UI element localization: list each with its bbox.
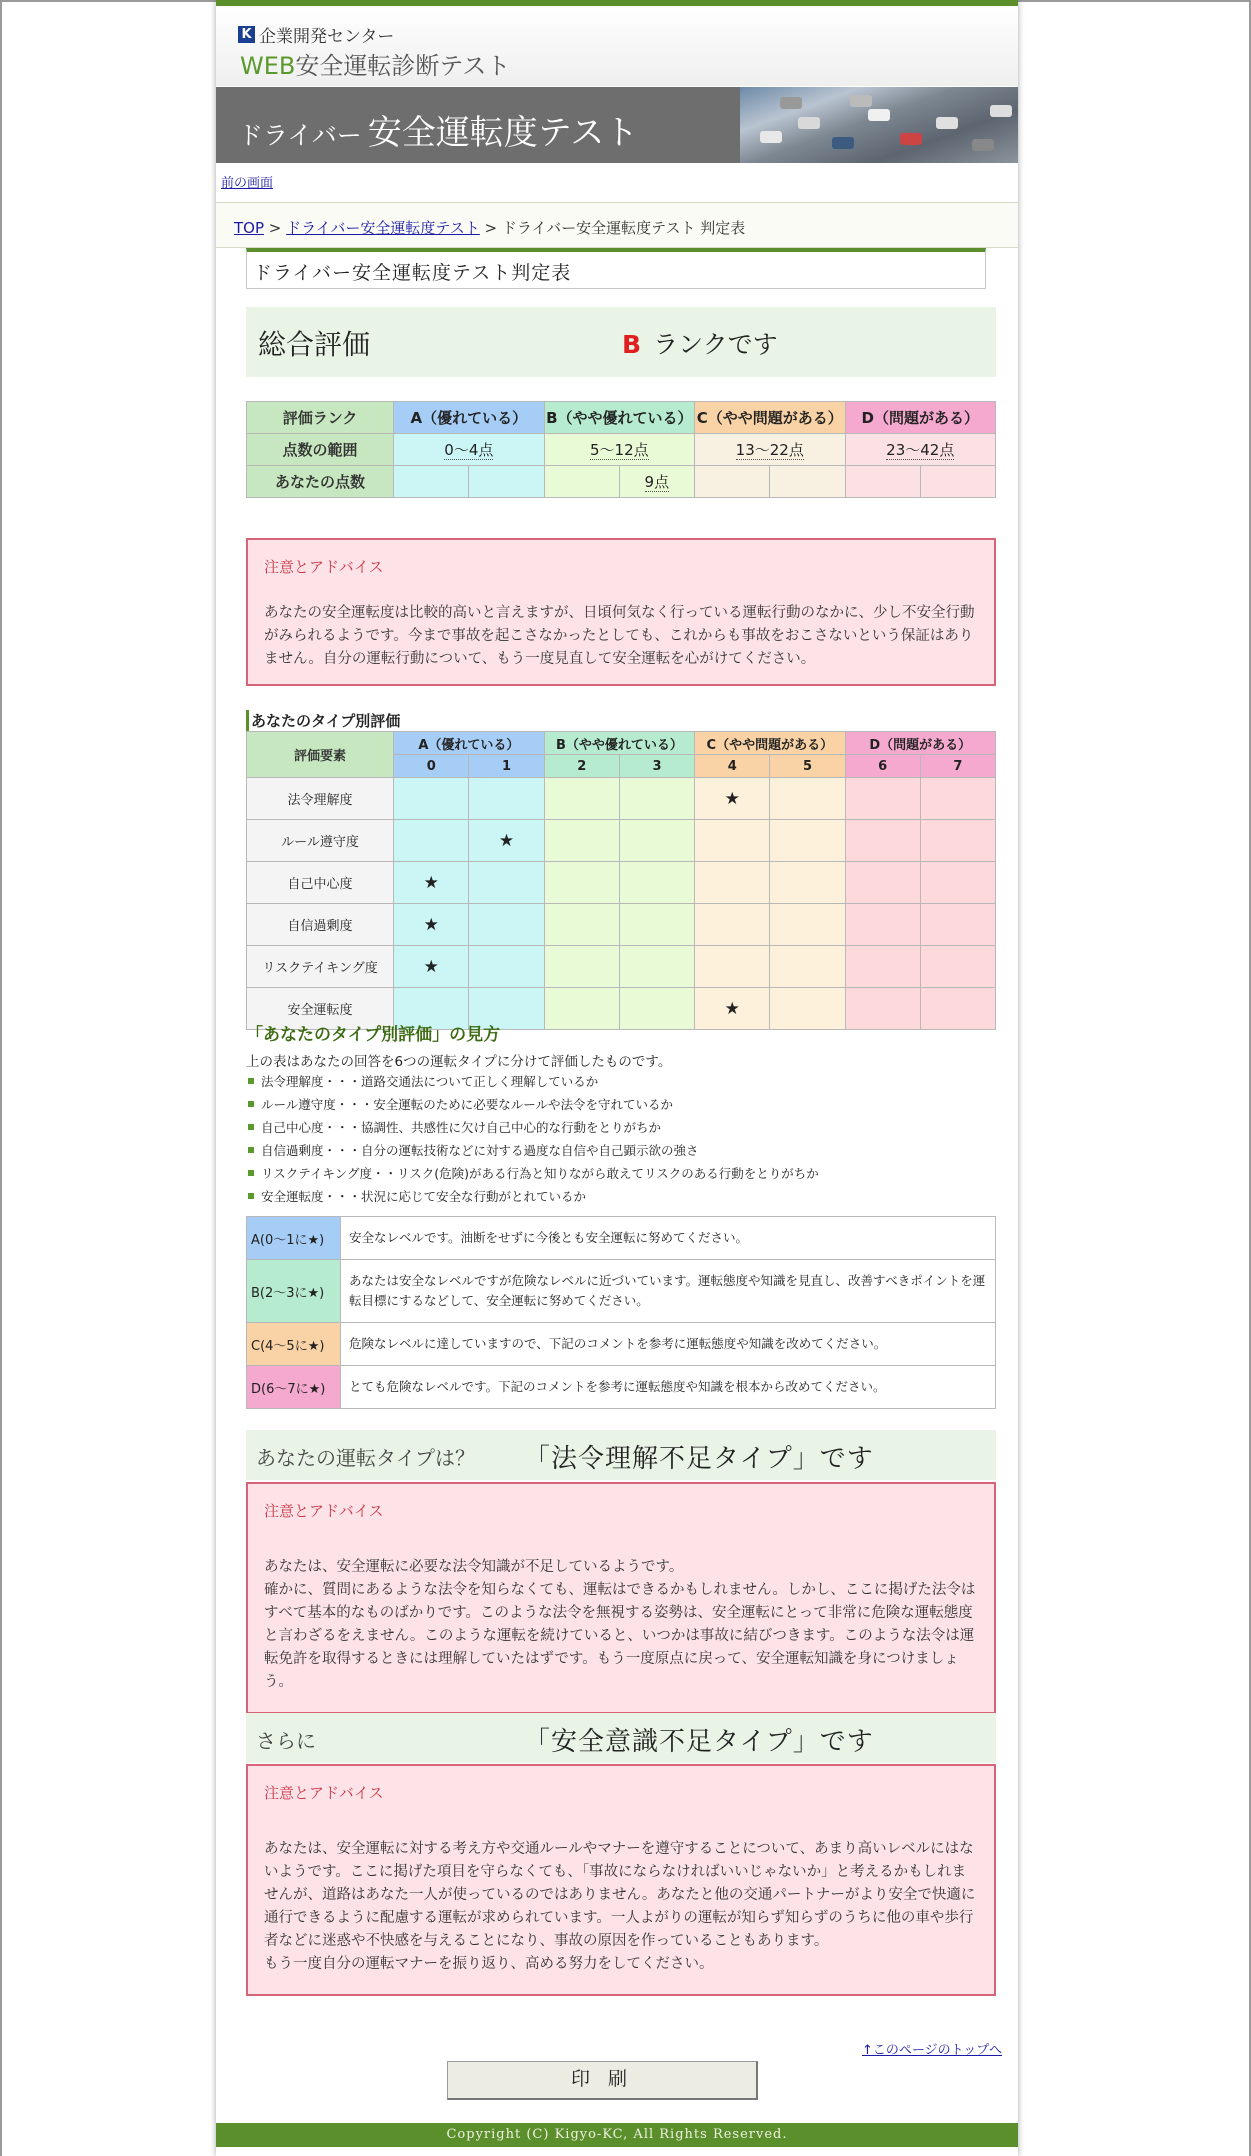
score-cell — [544, 820, 619, 862]
table-row — [247, 820, 996, 862]
rank-header-d: D（問題がある） — [845, 402, 996, 434]
driving-type-value: 「法令理解不足タイプ」です — [524, 1444, 874, 1474]
rank-header-b: B（やや優れている） — [544, 402, 694, 434]
site-prefix: WEB — [240, 52, 296, 80]
group-header-c: C（やや問題がある） — [695, 732, 845, 755]
table-row — [247, 862, 996, 904]
star-icon: ★ — [498, 830, 515, 851]
table-row — [247, 778, 996, 820]
advice-heading: 注意とアドバイス — [264, 558, 384, 576]
table-row — [247, 946, 996, 988]
range-a: 0～4点 — [394, 434, 544, 466]
advice-box-type1 — [246, 1482, 996, 1714]
range-d: 23～42点 — [845, 434, 996, 466]
breadcrumb — [216, 202, 1018, 248]
driving-type-header-2 — [246, 1713, 996, 1763]
breadcrumb-sep: > — [264, 219, 287, 237]
score-cell — [920, 904, 995, 946]
rank-letter: B — [622, 330, 642, 359]
table-row — [247, 1260, 996, 1323]
eval-element-label: ルール遵守度 — [247, 820, 394, 862]
page-container — [216, 0, 1018, 2156]
banner-title — [238, 105, 638, 154]
scale-cell: 0 — [394, 755, 469, 778]
score-cell — [469, 862, 544, 904]
kc-logo-icon: K — [238, 26, 255, 43]
legend-key: A(0～1に★) — [247, 1217, 341, 1260]
score-cell — [920, 862, 995, 904]
advice-text: あなたは、安全運転に必要な法令知識が不足しているようです。 確かに、質問にあるような法令を知らなくても、運転はできるかもしれません。しかし、ここに掲げた法令はすべて基本的なものばかりです。このような法令を無視する姿勢は、安全運転にとって非常に危険な運転態度と言わざるをえません。このような運転を続けていると、いつかは事故に結びつきます。このような法令は運転免許を取得するときには理解していたはずです。もう一度原点に戻って、安全運転知識を身につけましょう。 — [264, 1559, 976, 1690]
advice-text: あなたの安全運転度は比較的高いと言えますが、日頃何気なく行っている運転行動のなかに、少し不安全行動がみられるようです。今まで事故を起こさなかったとしても、これからも事故をおこさないという保証はありません。自分の運転行動について、もう一度見直して安全運転を心がけてください。 — [264, 605, 975, 667]
range-b: 5～12点 — [544, 434, 694, 466]
advice-heading: 注意とアドバイス — [264, 1502, 384, 1520]
star-icon: ★ — [423, 956, 439, 977]
eval-element-label: 安全運転度 — [247, 988, 394, 1030]
score-cell — [469, 778, 544, 820]
score-cell — [695, 904, 770, 946]
howto-bullet-list — [246, 1067, 996, 1205]
bullet-icon — [248, 1193, 254, 1199]
scale-cell: 5 — [770, 755, 845, 778]
score-cell — [695, 862, 770, 904]
driving-type-value: 「安全意識不足タイプ」です — [524, 1727, 874, 1757]
bullet-icon — [248, 1124, 254, 1130]
score-cell — [920, 820, 995, 862]
scale-cell: 4 — [695, 755, 770, 778]
breadcrumb-sep: > — [479, 219, 502, 237]
bullet-text: リスクテイキング度・・リスク(危険)がある行為と知りながら敢えてリスクのある行動をとりがちか — [261, 1166, 819, 1181]
scale-cell: 2 — [544, 755, 619, 778]
table-row — [247, 1366, 996, 1409]
list-item — [246, 1187, 996, 1205]
scale-cell: 6 — [845, 755, 920, 778]
overall-rank — [622, 325, 778, 361]
eval-element-label: 法令理解度 — [247, 778, 394, 820]
star-icon: ★ — [724, 998, 740, 1019]
legend-text: 危険なレベルに達していますので、下記のコメントを参考に運転態度や知識を改めてください。 — [341, 1323, 996, 1366]
legend-key: B(2～3に★) — [247, 1260, 341, 1323]
table-row — [247, 402, 996, 434]
org-name: 企業開発センター — [259, 27, 395, 47]
score-cell — [619, 946, 694, 988]
legend-text: 安全なレベルです。油断をせずに今後とも安全運転に努めてください。 — [341, 1217, 996, 1260]
star-icon: ★ — [423, 872, 439, 893]
row-label: 評価ランク — [247, 402, 394, 434]
score-table — [246, 401, 996, 498]
eval-element-label: 自信過剰度 — [247, 904, 394, 946]
score-cell — [619, 862, 694, 904]
score-cell — [619, 904, 694, 946]
test-banner — [216, 86, 1018, 163]
score-cell — [845, 862, 920, 904]
breadcrumb-trail — [234, 217, 745, 238]
bullet-icon — [248, 1170, 254, 1176]
breadcrumb-current: ドライバー安全運転度テスト 判定表 — [501, 219, 746, 237]
traffic-photo — [740, 87, 1018, 163]
list-item — [246, 1141, 996, 1159]
legend-key: D(6～7に★) — [247, 1366, 341, 1409]
score-cell — [469, 946, 544, 988]
score-cell — [619, 820, 694, 862]
score-cell — [394, 778, 469, 820]
score-cell — [845, 778, 920, 820]
bullet-text: ルール遵守度・・・安全運転のために必要なルールや法令を守れているか — [261, 1097, 674, 1112]
list-item — [246, 1164, 996, 1182]
rank-header-c: C（やや問題がある） — [695, 402, 845, 434]
advice-text: あなたは、安全運転に対する考え方や交通ルールやマナーを遵守することについて、あまり高いレベルにはないようです。ここに掲げた項目を守らなくても、「事故にならなければいいじゃないか」と考えるかもしれませんが、道路はあなた一人が使っているのではありません。あなたと他の交通パートナーがより安全で快適に通行できるように配慮する運転が求められています。一人よがりの運転が知らず知らずのうちに他の車や歩行者などに迷惑や不快感を与えることになり、事故の原因を作っていることもあります。 もう一度自分の運転マナーを振り返り、高める努力をしてください。 — [264, 1841, 976, 1972]
score-cell — [770, 988, 845, 1030]
score-cell — [770, 904, 845, 946]
score-cell — [394, 862, 469, 904]
eval-element-label: 自己中心度 — [247, 862, 394, 904]
bullet-text: 法令理解度・・・道路交通法について正しく理解しているか — [261, 1074, 599, 1089]
list-item — [246, 1095, 996, 1113]
scale-cell: 3 — [619, 755, 694, 778]
table-row — [247, 732, 996, 755]
overall-evaluation — [246, 307, 996, 377]
site-name — [240, 46, 510, 81]
type-eval-title: あなたのタイプ別評価 — [246, 710, 400, 731]
score-cell — [920, 778, 995, 820]
score-cell — [469, 904, 544, 946]
bullet-icon — [248, 1101, 254, 1107]
group-header-d: D（問題がある） — [845, 732, 995, 755]
driving-type-header — [246, 1430, 996, 1480]
score-cell — [770, 778, 845, 820]
score-cell — [544, 778, 619, 820]
bullet-text: 自信過剰度・・・自分の運転技術などに対する過度な自信や自己顕示欲の強さ — [261, 1143, 699, 1158]
legend-text: とても危険なレベルです。下記のコメントを参考に運転態度や知識を根本から改めてください。 — [341, 1366, 996, 1409]
page-title-box — [246, 248, 986, 289]
bullet-text: 安全運転度・・・状況に応じて安全な行動がとれているか — [261, 1189, 587, 1204]
print-button[interactable]: 印 刷 — [447, 2061, 758, 2100]
main-content — [246, 246, 996, 498]
group-header-b: B（やや優れている） — [544, 732, 694, 755]
table-row — [247, 1217, 996, 1260]
row-label: あなたの点数 — [247, 466, 394, 498]
score-cell — [845, 904, 920, 946]
bullet-icon — [248, 1147, 254, 1153]
score-cell — [695, 820, 770, 862]
rank-header-a: A（優れている） — [394, 402, 544, 434]
advice-box-type2 — [246, 1764, 996, 1996]
scale-cell: 1 — [469, 755, 544, 778]
score-cell — [695, 946, 770, 988]
score-cell — [695, 988, 770, 1030]
score-cell — [544, 862, 619, 904]
score-cell — [770, 862, 845, 904]
site-header — [216, 6, 1018, 86]
breadcrumb-top-link[interactable]: TOP — [234, 219, 265, 237]
prev-screen-link[interactable]: 前の画面 — [221, 176, 274, 191]
score-cell — [544, 988, 619, 1030]
score-cell — [619, 778, 694, 820]
score-cell — [469, 820, 544, 862]
list-item — [246, 1072, 996, 1090]
score-cell — [920, 988, 995, 1030]
your-score: 9点 — [619, 466, 694, 498]
eval-element-label: リスクテイキング度 — [247, 946, 394, 988]
type-eval-table — [246, 731, 996, 1030]
legend-text: あなたは安全なレベルですが危険なレベルに近づいています。運転態度や知識を見直し、改善すべきポイントを運転目標にするなどして、安全運転に努めてください。 — [341, 1260, 996, 1323]
table-row — [247, 434, 996, 466]
table-row — [247, 1323, 996, 1366]
range-c: 13～22点 — [695, 434, 845, 466]
score-cell — [695, 778, 770, 820]
score-cell — [770, 946, 845, 988]
howto-desc: 上の表はあなたの回答を6つの運転タイプに分けて評価したものです。 — [246, 1054, 672, 1070]
list-item — [246, 1118, 996, 1136]
howto-title: 「あなたのタイプ別評価」の見方 — [246, 1025, 501, 1045]
score-cell — [619, 988, 694, 1030]
score-cell — [394, 946, 469, 988]
score-cell — [394, 820, 469, 862]
site-title: 安全運転診断テスト — [295, 52, 511, 80]
copyright-footer: Copyright (C) Kigyo-KC, All Rights Reserved. — [216, 2123, 1018, 2147]
org-logo[interactable] — [238, 22, 394, 47]
banner-small: ドライバー — [238, 121, 362, 150]
score-cell — [845, 946, 920, 988]
score-cell — [920, 946, 995, 988]
score-cell — [544, 904, 619, 946]
advice-heading: 注意とアドバイス — [264, 1784, 384, 1802]
score-cell — [544, 946, 619, 988]
score-cell — [845, 820, 920, 862]
table-row — [247, 466, 996, 498]
window-frame-left — [0, 0, 2, 2156]
bullet-text: 自己中心度・・・協調性、共感性に欠け自己中心的な行動をとりがちか — [261, 1120, 662, 1135]
rank-legend-table — [246, 1216, 996, 1409]
banner-main: 安全運転度テスト — [367, 113, 639, 153]
star-icon: ★ — [423, 914, 439, 935]
element-header: 評価要素 — [247, 732, 394, 778]
score-cell — [770, 820, 845, 862]
driving-type-question: あなたの運転タイプは？ — [256, 1446, 475, 1470]
score-cell — [394, 904, 469, 946]
table-row — [247, 904, 996, 946]
legend-key: C(4～5に★) — [247, 1323, 341, 1366]
rank-suffix: ランクです — [653, 330, 778, 359]
advice-box-overall — [246, 538, 996, 686]
bullet-icon — [248, 1078, 254, 1084]
page-title: ドライバー安全運転度テスト判定表 — [253, 262, 572, 284]
page-top-link[interactable]: ↑このページのトップへ — [862, 2043, 1002, 2058]
score-cell — [845, 988, 920, 1030]
overall-label: 総合評価 — [258, 328, 371, 361]
driving-type-question: さらに — [256, 1729, 316, 1753]
row-label: 点数の範囲 — [247, 434, 394, 466]
group-header-a: A（優れている） — [394, 732, 545, 755]
star-icon: ★ — [724, 788, 740, 809]
breadcrumb-test-link[interactable]: ドライバー安全運転度テスト — [286, 219, 480, 237]
scale-cell: 7 — [920, 755, 995, 778]
